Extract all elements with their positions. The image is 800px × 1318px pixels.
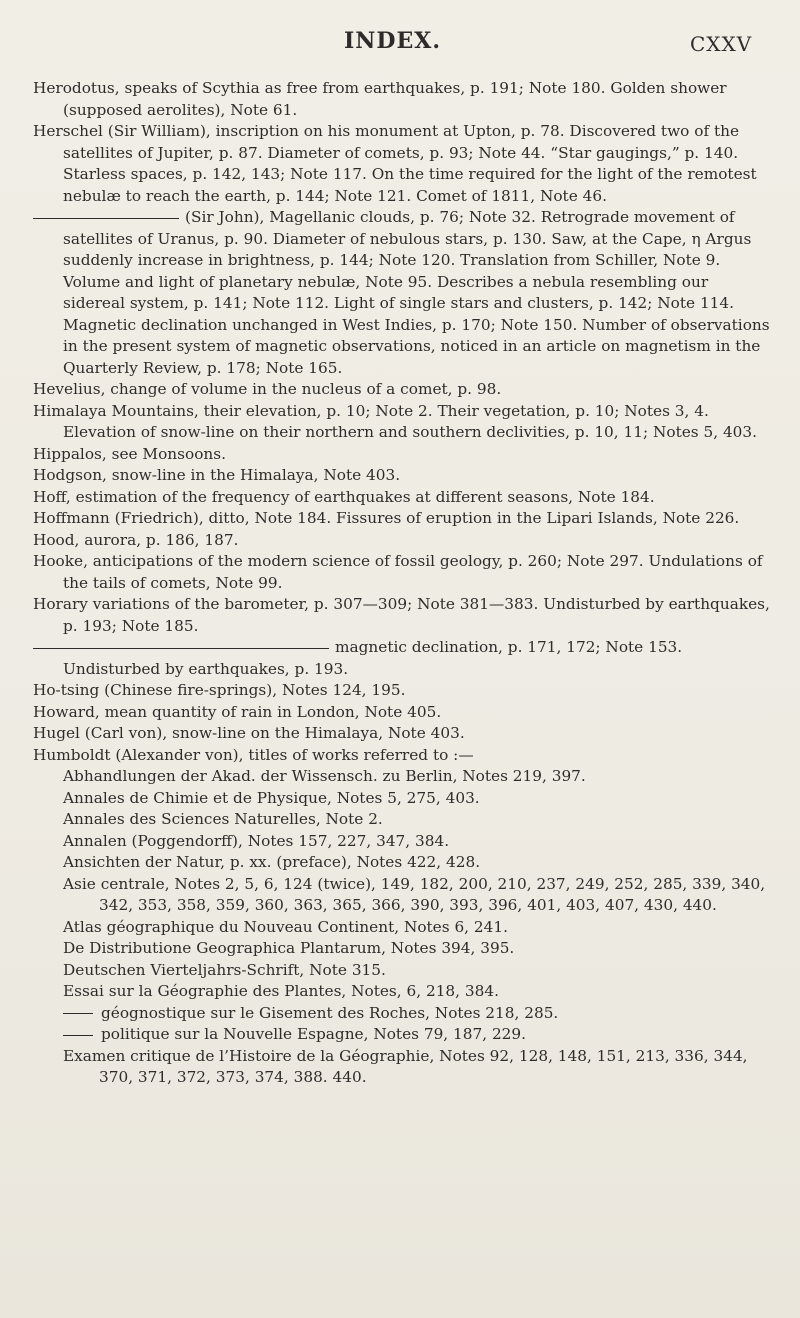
index-entry-horary-barometer: Horary variations of the barometer, p. 307—309; Note 381—383. Undisturbed by earthquakes, p. 193; Note 185. [33, 595, 770, 635]
index-entry-howard: Howard, mean quantity of rain in London, Note 405. [33, 702, 442, 721]
work-title-ditto: politique sur la Nouvelle Espagne, Notes 79, 187, 229. [33, 1024, 773, 1046]
index-entry-hodgson: Hodgson, snow-line in the Himalaya, Note 403. [33, 466, 401, 484]
index-entry-horary-magnetic: magnetic declination, p. 171, 172; Note 153. Undisturbed by earthquakes, p. 193. [33, 637, 773, 680]
index-entry-hevelius: Hevelius, change of volume in the nucleus of a comet, p. 98. [33, 380, 502, 398]
ditto-dash [63, 1035, 93, 1036]
work-title: Asie centrale, Notes 2, 5, 6, 124 (twice), 149, 182, 200, 210, 237, 249, 252, 285, 339, 340, 342, 353, 358, 359, 360, 363, 365, 366, 390, 393, 396, 401, 403, 407, 430, 440. [63, 874, 766, 914]
work-title: Annales de Chimie et de Physique, Notes 5, 275, 403. [63, 788, 480, 807]
page-title: INDEX. [344, 28, 441, 54]
index-entry-hugel: Hugel (Carl von), snow-line on the Himalaya, Note 403. [33, 724, 465, 742]
work-title: Abhandlungen der Akad. der Wissensch. zu Berlin, Notes 219, 397. [63, 767, 586, 785]
index-entry-humboldt: Humboldt (Alexander von), titles of works referred to :— [33, 745, 474, 764]
index-entry-himalaya: Himalaya Mountains, their elevation, p. 10; Note 2. Their vegetation, p. 10; Notes 3, 4. Elevation of snow-line on their northern and southern declivities, p. 10, 11; Notes 5, 403. [33, 401, 758, 441]
work-title: Essai sur la Géographie des Plantes, Notes, 6, 218, 384. [63, 982, 499, 1000]
work-title: Ansichten der Natur, p. xx. (preface), Notes 422, 428. [63, 853, 481, 871]
page-number: CXXV [690, 32, 753, 56]
index-entry-ho-tsing: Ho-tsing (Chinese fire-springs), Notes 124, 195. [33, 681, 406, 699]
work-title: Annales des Sciences Naturelles, Note 2. [63, 810, 383, 828]
work-title: Deutschen Vierteljahrs-Schrift, Note 315. [63, 960, 386, 979]
ditto-dash [63, 1013, 93, 1014]
index-entry-herschel-john: (Sir John), Magellanic clouds, p. 76; Note 32. Retrograde movement of satellites of Uranus, p. 90. Diameter of nebulous stars, p. 130. Saw, at the Cape, η Argus suddenly increase in brightness, p. 144; Note 120. Translation from Schiller, Note 9. Volume and light of planetary nebulæ, Note 95. Describes a nebula resembling our sidereal system, p. 141; Note 112. Light of single stars and clusters, p. 142; Note 114. Magnetic declination unchanged in West Indies, p. 170; Note 150. Number of observations in the present system of magnetic observations, noticed in an article on magnetism in the Quarterly Review, p. 178; Note 165. [33, 207, 773, 379]
index-entry-hooke: Hooke, anticipations of the modern science of fossil geology, p. 260; Note 297. Undulations of the tails of comets, Note 99. [33, 552, 763, 592]
index-entry-herschel-william: Herschel (Sir William), inscription on his monument at Upton, p. 78. Discovered two of the satellites of Jupiter, p. 87. Diameter of comets, p. 93; Note 44. “Star gaugings,” p. 140. Starless spaces, p. 142, 143; Note 117. On the time required for the light of the remotest nebulæ to reach the earth, p. 144; Note 121. Comet of 1811, Note 46. [33, 122, 757, 205]
running-header [0, 28, 800, 58]
work-title: Atlas géographique du Nouveau Continent, Notes 6, 241. [63, 917, 508, 936]
index-body [33, 78, 773, 1089]
index-entry-hoffmann: Hoffmann (Friedrich), ditto, Note 184. Fissures of eruption in the Lipari Islands, Note 226. [33, 509, 740, 527]
index-entry-hood: Hood, aurora, p. 186, 187. [33, 530, 239, 549]
ditto-dash [33, 648, 329, 649]
work-title: Annalen (Poggendorff), Notes 157, 227, 347, 384. [63, 831, 450, 850]
work-title: Examen critique de l’Histoire de la Géographie, Notes 92, 128, 148, 151, 213, 336, 344, 370, 371, 372, 373, 374, 388. 440. [63, 1046, 748, 1086]
work-title: De Distributione Geographica Plantarum, Notes 394, 395. [63, 939, 515, 957]
index-entry-hoff: Hoff, estimation of the frequency of earthquakes at different seasons, Note 184. [33, 487, 655, 506]
work-title-ditto: géognostique sur le Gisement des Roches, Notes 218, 285. [33, 1003, 773, 1025]
ditto-dash [33, 218, 179, 219]
index-entry-hippalos: Hippalos, see Monsoons. [33, 444, 226, 463]
index-entry-herodotus: Herodotus, speaks of Scythia as free from earthquakes, p. 191; Note 180. Golden shower (supposed aerolites), Note 61. [33, 79, 727, 119]
